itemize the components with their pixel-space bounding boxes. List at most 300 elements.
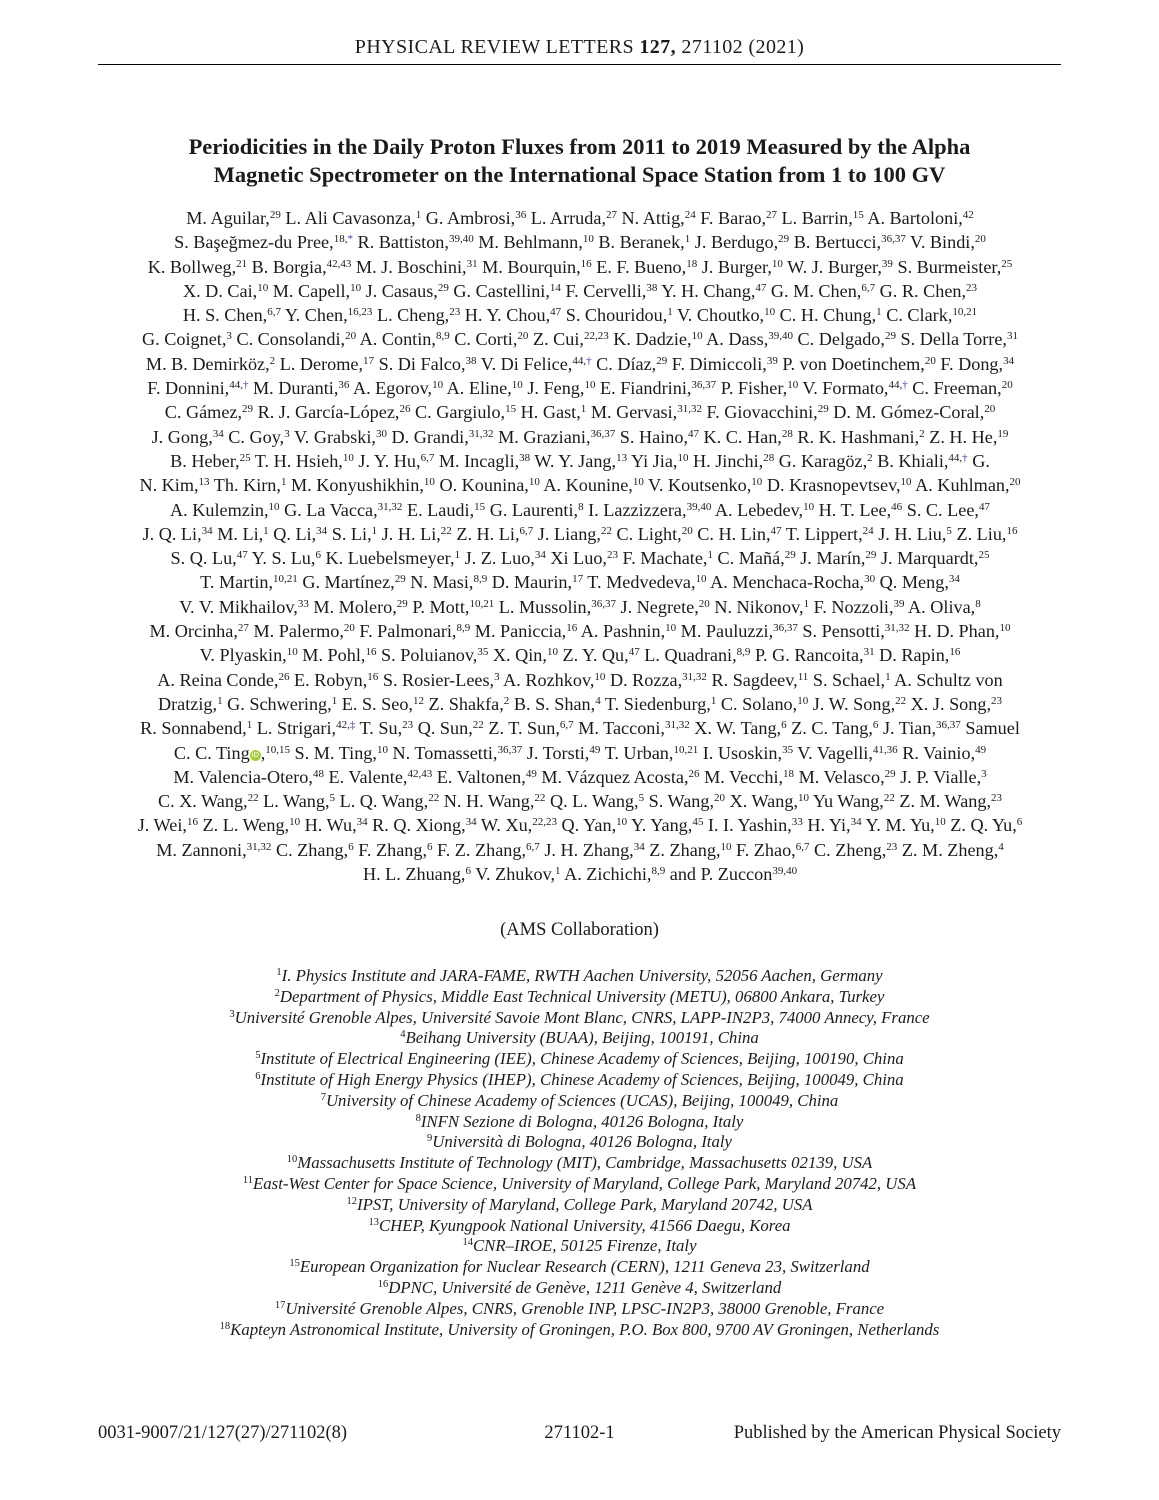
affiliation-superscript: 20 — [681, 524, 693, 537]
affiliation-superscript: 20 — [517, 330, 529, 343]
author-name: Z. Cui, — [532, 329, 584, 350]
affiliation-superscript: 47 — [688, 427, 699, 440]
publisher-line: Published by the American Physical Society — [733, 1423, 1061, 1443]
affiliation-superscript: 1 — [803, 597, 810, 610]
affiliation-text: East-West Center for Space Science, University of Maryland, College Park, Maryland 20742, USA — [253, 1173, 917, 1193]
affiliation-superscript: 1 — [555, 865, 561, 878]
affiliation-superscript: 10 — [286, 646, 298, 659]
author-name: F. Nozzoli, — [813, 596, 894, 617]
affiliation-superscript: 8,9 — [456, 622, 471, 635]
affiliation-superscript: 34 — [534, 549, 546, 562]
affiliation-text: CHEP, Kyungpook National University, 41566 Daegu, Korea — [378, 1215, 791, 1235]
author-name: V. Grabski, — [293, 426, 376, 447]
author-name: A. Egorov, — [352, 378, 433, 399]
orcid-icon[interactable]: iD — [251, 750, 259, 759]
author-name: H. L. Zhuang, — [362, 864, 466, 885]
affiliation-superscript: 44, — [572, 354, 587, 367]
affiliation-superscript: 1 — [371, 524, 378, 537]
affiliation-superscript: 35 — [782, 743, 794, 756]
affiliation-superscript: 10 — [289, 816, 301, 829]
affiliation-text: DPNC, Université de Genève, 1211 Genève 4, Switzerland — [388, 1277, 782, 1297]
author-name: K. C. Han, — [703, 426, 782, 447]
affiliation-superscript: 16 — [566, 622, 578, 635]
author-line — [96, 255, 1064, 279]
affiliation-superscript: 39,40 — [772, 865, 798, 878]
affiliation-superscript: 10,15 — [265, 743, 290, 756]
author-line — [96, 522, 1064, 546]
affiliation-superscript: 10 — [677, 451, 689, 464]
affiliation-text: Università di Bologna, 40126 Bologna, Italy — [432, 1132, 732, 1152]
author-name: S. Della Torre, — [900, 329, 1007, 350]
author-name: J. H. Liu, — [878, 523, 947, 544]
affiliation-superscript: 2 — [919, 427, 925, 440]
affiliation-superscript: 16 — [1006, 524, 1018, 537]
affiliation-superscript: 20 — [345, 330, 357, 343]
affiliation-number: 17 — [274, 1299, 286, 1311]
affiliation-superscript: 1 — [331, 694, 338, 707]
author-name: Y. Chen, — [284, 305, 348, 326]
author-name: Q. Li, — [273, 523, 317, 544]
affiliation-superscript: 10,21 — [952, 306, 978, 319]
affiliation-superscript: 3 — [284, 427, 290, 440]
author-name: C. Zhang, — [275, 839, 349, 860]
affiliation-superscript: 21 — [236, 257, 248, 270]
author-line — [96, 425, 1064, 449]
affiliation-superscript: 31,32 — [246, 840, 272, 853]
affiliation-superscript: 10 — [798, 792, 809, 805]
affiliation-superscript: 36,37 — [497, 743, 523, 756]
author-name: M. Vecchi, — [704, 766, 784, 787]
affiliation-superscript: 34 — [356, 816, 368, 829]
affiliation-text: Beihang University (BUAA), Beijing, 100191, China — [405, 1028, 759, 1048]
affiliation-superscript: 20 — [714, 792, 726, 805]
author-name: N. Kim, — [139, 475, 199, 496]
footnote-marker[interactable]: † — [242, 379, 249, 392]
affiliation-superscript: 23 — [966, 281, 978, 294]
affiliation-superscript: 6,7 — [267, 306, 281, 319]
affiliation-superscript: 10 — [511, 379, 523, 392]
author-name: Q. Sun, — [417, 718, 473, 739]
author-name: Z. Shakfa, — [428, 693, 504, 714]
affiliation-superscript: 6 — [781, 719, 787, 732]
affiliation-superscript: 34 — [850, 816, 862, 829]
author-name: Xi Luo, — [550, 548, 607, 569]
affiliation-superscript: 22 — [440, 524, 452, 537]
affiliation-superscript: 25 — [978, 549, 990, 562]
author-name: F. Dimiccoli, — [671, 353, 767, 374]
author-name: M. Incagli, — [438, 450, 520, 471]
author-name: T. Siedenburg, — [604, 693, 711, 714]
affiliation-superscript: 5 — [638, 792, 645, 805]
affiliation-text: Institute of Electrical Engineering (IEE), Chinese Academy of Sciences, Beijing, 100190, China — [260, 1049, 904, 1069]
affiliation-number: 15 — [289, 1258, 300, 1270]
affiliation-superscript: 36,37 — [590, 427, 616, 440]
author-name: M. Paniccia, — [474, 621, 567, 642]
author-name: E. F. Bueno, — [596, 256, 687, 277]
author-name: A. Lebedev, — [714, 499, 804, 520]
author-name: J. Tian, — [882, 718, 937, 739]
affiliation-superscript: 34 — [465, 816, 477, 829]
author-name: G. Ambrosi, — [425, 208, 516, 228]
author-name: J. H. Li, — [381, 523, 441, 544]
author-name: Z. L. Weng, — [202, 815, 290, 836]
author-name: C. Díaz, — [596, 353, 657, 374]
affiliation-text: CNR–IROE, 50125 Firenze, Italy — [472, 1236, 697, 1256]
author-name: H. D. Phan, — [914, 621, 1000, 642]
author-name: G. Martínez, — [302, 572, 395, 593]
affiliation-superscript: 42,43 — [407, 767, 433, 780]
author-name: A. Reina Conde, — [157, 669, 279, 690]
author-name: G. Castellini, — [453, 280, 550, 301]
affiliation-superscript: 31,32 — [677, 403, 702, 416]
affiliation-superscript: 39,40 — [448, 233, 474, 246]
footnote-marker[interactable]: † — [586, 354, 592, 367]
affiliation-superscript: 1 — [684, 233, 691, 246]
author-name: A. Bartoloni, — [867, 208, 963, 228]
author-name: A. Rozhkov, — [503, 669, 595, 690]
author-name: M. Molero, — [313, 596, 397, 617]
author-name: P. G. Rancoita, — [754, 645, 864, 666]
footnote-marker[interactable]: * — [347, 233, 353, 246]
affiliation-superscript: 23 — [991, 694, 1003, 707]
author-name: B. Bertucci, — [793, 232, 882, 253]
author-name: J. W. Song, — [812, 693, 896, 714]
author-name: M. Bourquin, — [482, 256, 581, 277]
author-name: M. Pohl, — [302, 645, 366, 666]
author-name: Q. Yan, — [561, 815, 617, 836]
affiliation-superscript: 6,7 — [526, 840, 540, 853]
author-name: W. Xu, — [480, 815, 533, 836]
author-name: F. Giovacchini, — [706, 402, 818, 423]
affiliation-superscript: 31,32 — [884, 622, 910, 635]
affiliation-superscript: 26 — [399, 403, 411, 416]
author-name: E. S. Seo, — [341, 693, 413, 714]
affiliation-superscript: 29 — [437, 281, 449, 294]
affiliation-superscript: 47 — [628, 646, 640, 659]
affiliation-superscript: 1 — [246, 719, 253, 732]
author-name: C. Mañá, — [717, 548, 785, 569]
author-name: H. Y. Chou, — [464, 305, 551, 326]
affiliation-superscript: 28 — [781, 427, 793, 440]
title-line: Magnetic Spectrometer on the International Space Station from 1 to 100 GV — [213, 162, 946, 187]
author-line — [96, 838, 1064, 862]
affiliation-superscript: 6 — [315, 549, 321, 562]
author-name: T. Urban, — [604, 742, 674, 763]
author-name: F. Zhang, — [358, 839, 427, 860]
affiliation-line — [98, 1091, 1061, 1112]
author-name: V. Koutsenko, — [648, 475, 752, 496]
affiliation-superscript: 33 — [791, 816, 803, 829]
author-name: C. C. Ting — [173, 742, 250, 763]
author-name: R. Sagdeev, — [711, 669, 798, 690]
author-name: C. Light, — [616, 523, 682, 544]
author-name: T. Su, — [359, 718, 403, 739]
author-name: J. Torsti, — [526, 742, 590, 763]
author-line — [96, 303, 1064, 327]
author-name: Y. M. Yu, — [865, 815, 935, 836]
affiliation-number: 12 — [346, 1195, 357, 1207]
author-name: Z. T. Sun, — [488, 718, 560, 739]
author-line — [96, 473, 1064, 497]
author-name: M. J. Boschini, — [355, 256, 467, 277]
affiliation-superscript: 8,9 — [736, 646, 751, 659]
affiliation-number: 13 — [368, 1216, 379, 1228]
affiliation-superscript: 26 — [278, 670, 290, 683]
affiliation-superscript: 20 — [698, 597, 710, 610]
author-name: M. Graziani, — [498, 426, 591, 447]
journal-name: PHYSICAL REVIEW LETTERS — [354, 36, 634, 58]
author-name: L. Cheng, — [376, 305, 450, 326]
author-name: D. Rapin, — [879, 645, 950, 666]
page-footer — [98, 1423, 1061, 1449]
affiliation-superscript: 22,23 — [583, 330, 609, 343]
author-name: A. Contin, — [359, 329, 436, 350]
author-name: J. Feng, — [527, 378, 585, 399]
affiliation-superscript: 1 — [454, 549, 461, 562]
affiliation-superscript: 10 — [268, 500, 280, 513]
affiliation-superscript: 31,32 — [664, 719, 690, 732]
author-name: E. Robyn, — [294, 669, 368, 690]
affiliation-superscript: 22 — [472, 719, 484, 732]
author-name: M. B. Demirköz, — [145, 353, 270, 374]
affiliation-superscript: 19 — [997, 427, 1009, 440]
author-line — [96, 862, 1064, 886]
affiliation-superscript: 10 — [695, 573, 707, 586]
affiliation-superscript: 10 — [999, 622, 1011, 635]
author-name: G. Coignet, — [142, 329, 227, 350]
author-name: C. Solano, — [720, 693, 798, 714]
affiliation-superscript: 3 — [226, 330, 232, 343]
affiliation-superscript: 1 — [263, 524, 269, 537]
author-name: S. Di Falco, — [378, 353, 466, 374]
author-name: S. Burmeister, — [897, 256, 1002, 277]
author-name: L. Quadrani, — [644, 645, 737, 666]
author-name: S. Wang, — [648, 791, 715, 812]
affiliation-superscript: 18 — [686, 257, 698, 270]
affiliation-superscript: 16 — [580, 257, 592, 270]
affiliation-superscript: 47 — [550, 306, 562, 319]
affiliation-superscript: 20 — [1001, 379, 1013, 392]
author-name: C. Clark, — [886, 305, 953, 326]
header-rule — [98, 64, 1061, 65]
footnote-marker[interactable]: † — [902, 379, 908, 392]
author-name: Y. H. Chang, — [661, 280, 756, 301]
author-name: Z. C. Tang, — [791, 718, 873, 739]
affiliation-superscript: 30 — [375, 427, 387, 440]
affiliation-superscript: 49 — [525, 767, 537, 780]
author-name: S. C. Lee, — [906, 499, 979, 520]
affiliation-superscript: 6 — [872, 719, 879, 732]
affiliation-superscript: 34 — [1003, 354, 1015, 367]
author-name: and P. Zuccon — [669, 864, 773, 885]
affiliation-superscript: 8,9 — [473, 573, 488, 586]
author-name: I. I. Yashin, — [707, 815, 792, 836]
affiliation-superscript: 23 — [606, 549, 618, 562]
author-name: M. Duranti, — [253, 378, 339, 399]
affiliation-superscript: 29 — [778, 233, 790, 246]
author-name: M. Capell, — [272, 280, 351, 301]
author-name: A. Kulemzin, — [170, 499, 269, 520]
affiliation-superscript: 18 — [783, 767, 795, 780]
author-name: J. Marín, — [800, 548, 866, 569]
author-name: S. Rosier-Lees, — [382, 669, 495, 690]
affiliation-superscript: 10 — [616, 816, 628, 829]
author-name: H. S. Chen, — [182, 305, 268, 326]
affiliation-number: 7 — [320, 1091, 326, 1103]
footnote-marker[interactable]: ‡ — [349, 719, 356, 732]
affiliation-superscript: 36,37 — [773, 622, 798, 635]
author-name: F. Barao, — [700, 208, 766, 228]
author-name: M. Tacconi, — [578, 718, 665, 739]
affiliation-superscript: 22 — [247, 792, 259, 805]
affiliation-superscript: 10 — [594, 670, 606, 683]
affiliation-superscript: 10 — [546, 646, 558, 659]
author-name: X. D. Cai, — [182, 280, 258, 301]
author-name: M. Palermo, — [253, 621, 344, 642]
author-name: N. Tomassetti, — [392, 742, 498, 763]
affiliation-superscript: 10 — [350, 281, 362, 294]
author-name: X. W. Tang, — [694, 718, 782, 739]
affiliation-superscript: 15 — [474, 500, 486, 513]
affiliation-superscript: 13 — [198, 476, 210, 489]
affiliation-superscript: 10 — [665, 622, 677, 635]
affiliation-superscript: 14 — [549, 281, 561, 294]
author-name: W. Y. Jang, — [534, 450, 617, 471]
author-name: S. Pensotti, — [802, 621, 885, 642]
affiliation-superscript: 10,21 — [469, 597, 495, 610]
author-name: M. Aguilar, — [186, 208, 270, 228]
affiliation-superscript: 44, — [229, 379, 243, 392]
affiliation-superscript: 4 — [595, 694, 601, 707]
author-name: F. Zhao, — [736, 839, 796, 860]
collaboration-name: (AMS Collaboration) — [500, 920, 659, 940]
affiliation-superscript: 22 — [883, 792, 895, 805]
footnote-marker[interactable]: † — [962, 451, 968, 464]
author-name: Yi Jia, — [630, 450, 678, 471]
affiliation-superscript: 10 — [528, 476, 540, 489]
affiliation-superscript: 48 — [312, 767, 324, 780]
author-name: C. Goy, — [228, 426, 285, 447]
author-name: M. Orcinha, — [149, 621, 238, 642]
author-name: V. Plyaskin, — [199, 645, 287, 666]
paper-title — [98, 133, 1061, 189]
author-line — [96, 765, 1064, 789]
author-name: C. Gámez, — [164, 402, 243, 423]
affiliation-superscript: 44, — [888, 379, 903, 392]
affiliation-line — [98, 1008, 1061, 1029]
affiliation-text: Institute of High Energy Physics (IHEP), Chinese Academy of Sciences, Beijing, 100049, China — [260, 1069, 904, 1089]
affiliation-line — [98, 1257, 1061, 1278]
affiliation-number: 3 — [229, 1008, 235, 1020]
author-name: Z. H. Li, — [456, 523, 520, 544]
author-name: S. M. Ting, — [294, 742, 377, 763]
author-name: A. Eline, — [446, 378, 512, 399]
affiliation-line — [98, 1049, 1061, 1070]
affiliation-superscript: 20 — [343, 622, 355, 635]
author-line — [96, 546, 1064, 570]
author-line — [96, 206, 1064, 230]
author-name: A. Menchaca-Rocha, — [710, 572, 865, 593]
affiliation-superscript: 1 — [415, 209, 422, 221]
affiliation-superscript: 39 — [881, 257, 893, 270]
author-name: J. Y. Hu, — [358, 450, 421, 471]
affiliation-superscript: 5 — [329, 792, 336, 805]
affiliation-superscript: 6,7 — [519, 524, 534, 537]
author-name: V. Formato, — [802, 378, 889, 399]
author-line — [96, 376, 1064, 400]
affiliation-superscript: 20 — [984, 403, 996, 416]
affiliation-superscript: 36,37 — [881, 233, 906, 246]
author-name: S. Chouridou, — [565, 305, 668, 326]
author-name: A. Kuhlman, — [915, 475, 1010, 496]
author-name: J. Marquardt, — [880, 548, 979, 569]
affiliation-superscript: 13 — [616, 451, 628, 464]
author-name: Z. Q. Yu, — [950, 815, 1017, 836]
author-name: B. S. Shan, — [513, 693, 596, 714]
affiliation-superscript: 15 — [505, 403, 517, 416]
author-name: J. Q. Li, — [142, 523, 202, 544]
affiliation-superscript: 47 — [236, 549, 248, 562]
affiliation-superscript: 6 — [1016, 816, 1023, 829]
author-name: G. Laurenti, — [489, 499, 579, 520]
affiliation-superscript: 39 — [766, 354, 778, 367]
affiliation-superscript: 22 — [600, 524, 612, 537]
author-name: T. Medvedeva, — [587, 572, 696, 593]
affiliation-superscript: 31,32 — [682, 670, 707, 683]
affiliation-line — [98, 1153, 1061, 1174]
affiliation-superscript: 10 — [900, 476, 912, 489]
affiliation-superscript: 33 — [297, 597, 309, 610]
author-line — [96, 352, 1064, 376]
title-line: Periodicities in the Daily Proton Fluxes from 2011 to 2019 Measured by the Alpha — [188, 134, 971, 159]
running-header — [98, 36, 1061, 59]
affiliation-superscript: 6 — [427, 840, 433, 853]
affiliation-number: 14 — [462, 1237, 473, 1249]
affiliation-text: Kapteyn Astronomical Institute, University of Groningen, P.O. Box 800, 9700 AV Groningen, Netherlands — [230, 1319, 940, 1339]
affiliation-superscript: 10 — [720, 840, 732, 853]
author-name: N. Masi, — [410, 572, 474, 593]
affiliation-line — [98, 1320, 1061, 1341]
affiliation-superscript: 25 — [1001, 257, 1013, 270]
page-number: 271102-1 — [544, 1423, 615, 1443]
affiliation-superscript: 10 — [432, 379, 444, 392]
affiliation-number: 9 — [427, 1133, 433, 1145]
affiliation-superscript: 10 — [376, 743, 388, 756]
author-name: G. Schwering, — [227, 693, 332, 714]
author-name: K. Luebelsmeyer, — [325, 548, 455, 569]
affiliation-superscript: 23 — [991, 792, 1003, 805]
author-line — [96, 692, 1064, 716]
affiliation-number: 8 — [415, 1112, 421, 1124]
affiliation-superscript: 10 — [797, 694, 809, 707]
affiliation-line — [98, 1174, 1061, 1195]
author-name: A. Kounine, — [543, 475, 633, 496]
affiliation-superscript: 12 — [412, 694, 424, 707]
affiliation-superscript: 10,21 — [273, 573, 298, 586]
affiliation-superscript: 47 — [755, 281, 767, 294]
author-name: E. Fiandrini, — [599, 378, 692, 399]
author-name: V. Zhukov, — [475, 864, 556, 885]
affiliation-superscript: 8 — [578, 500, 584, 513]
author-name: V. V. Mikhailov, — [179, 596, 298, 617]
affiliation-superscript: 11 — [797, 670, 809, 683]
affiliation-superscript: 29 — [884, 330, 896, 343]
affiliation-superscript: 22 — [895, 694, 907, 707]
author-name: M. Velasco, — [798, 766, 885, 787]
author-name: J. Gong, — [151, 426, 213, 447]
affiliation-superscript: 18, — [333, 233, 348, 246]
author-name: N. Attig, — [621, 208, 685, 228]
